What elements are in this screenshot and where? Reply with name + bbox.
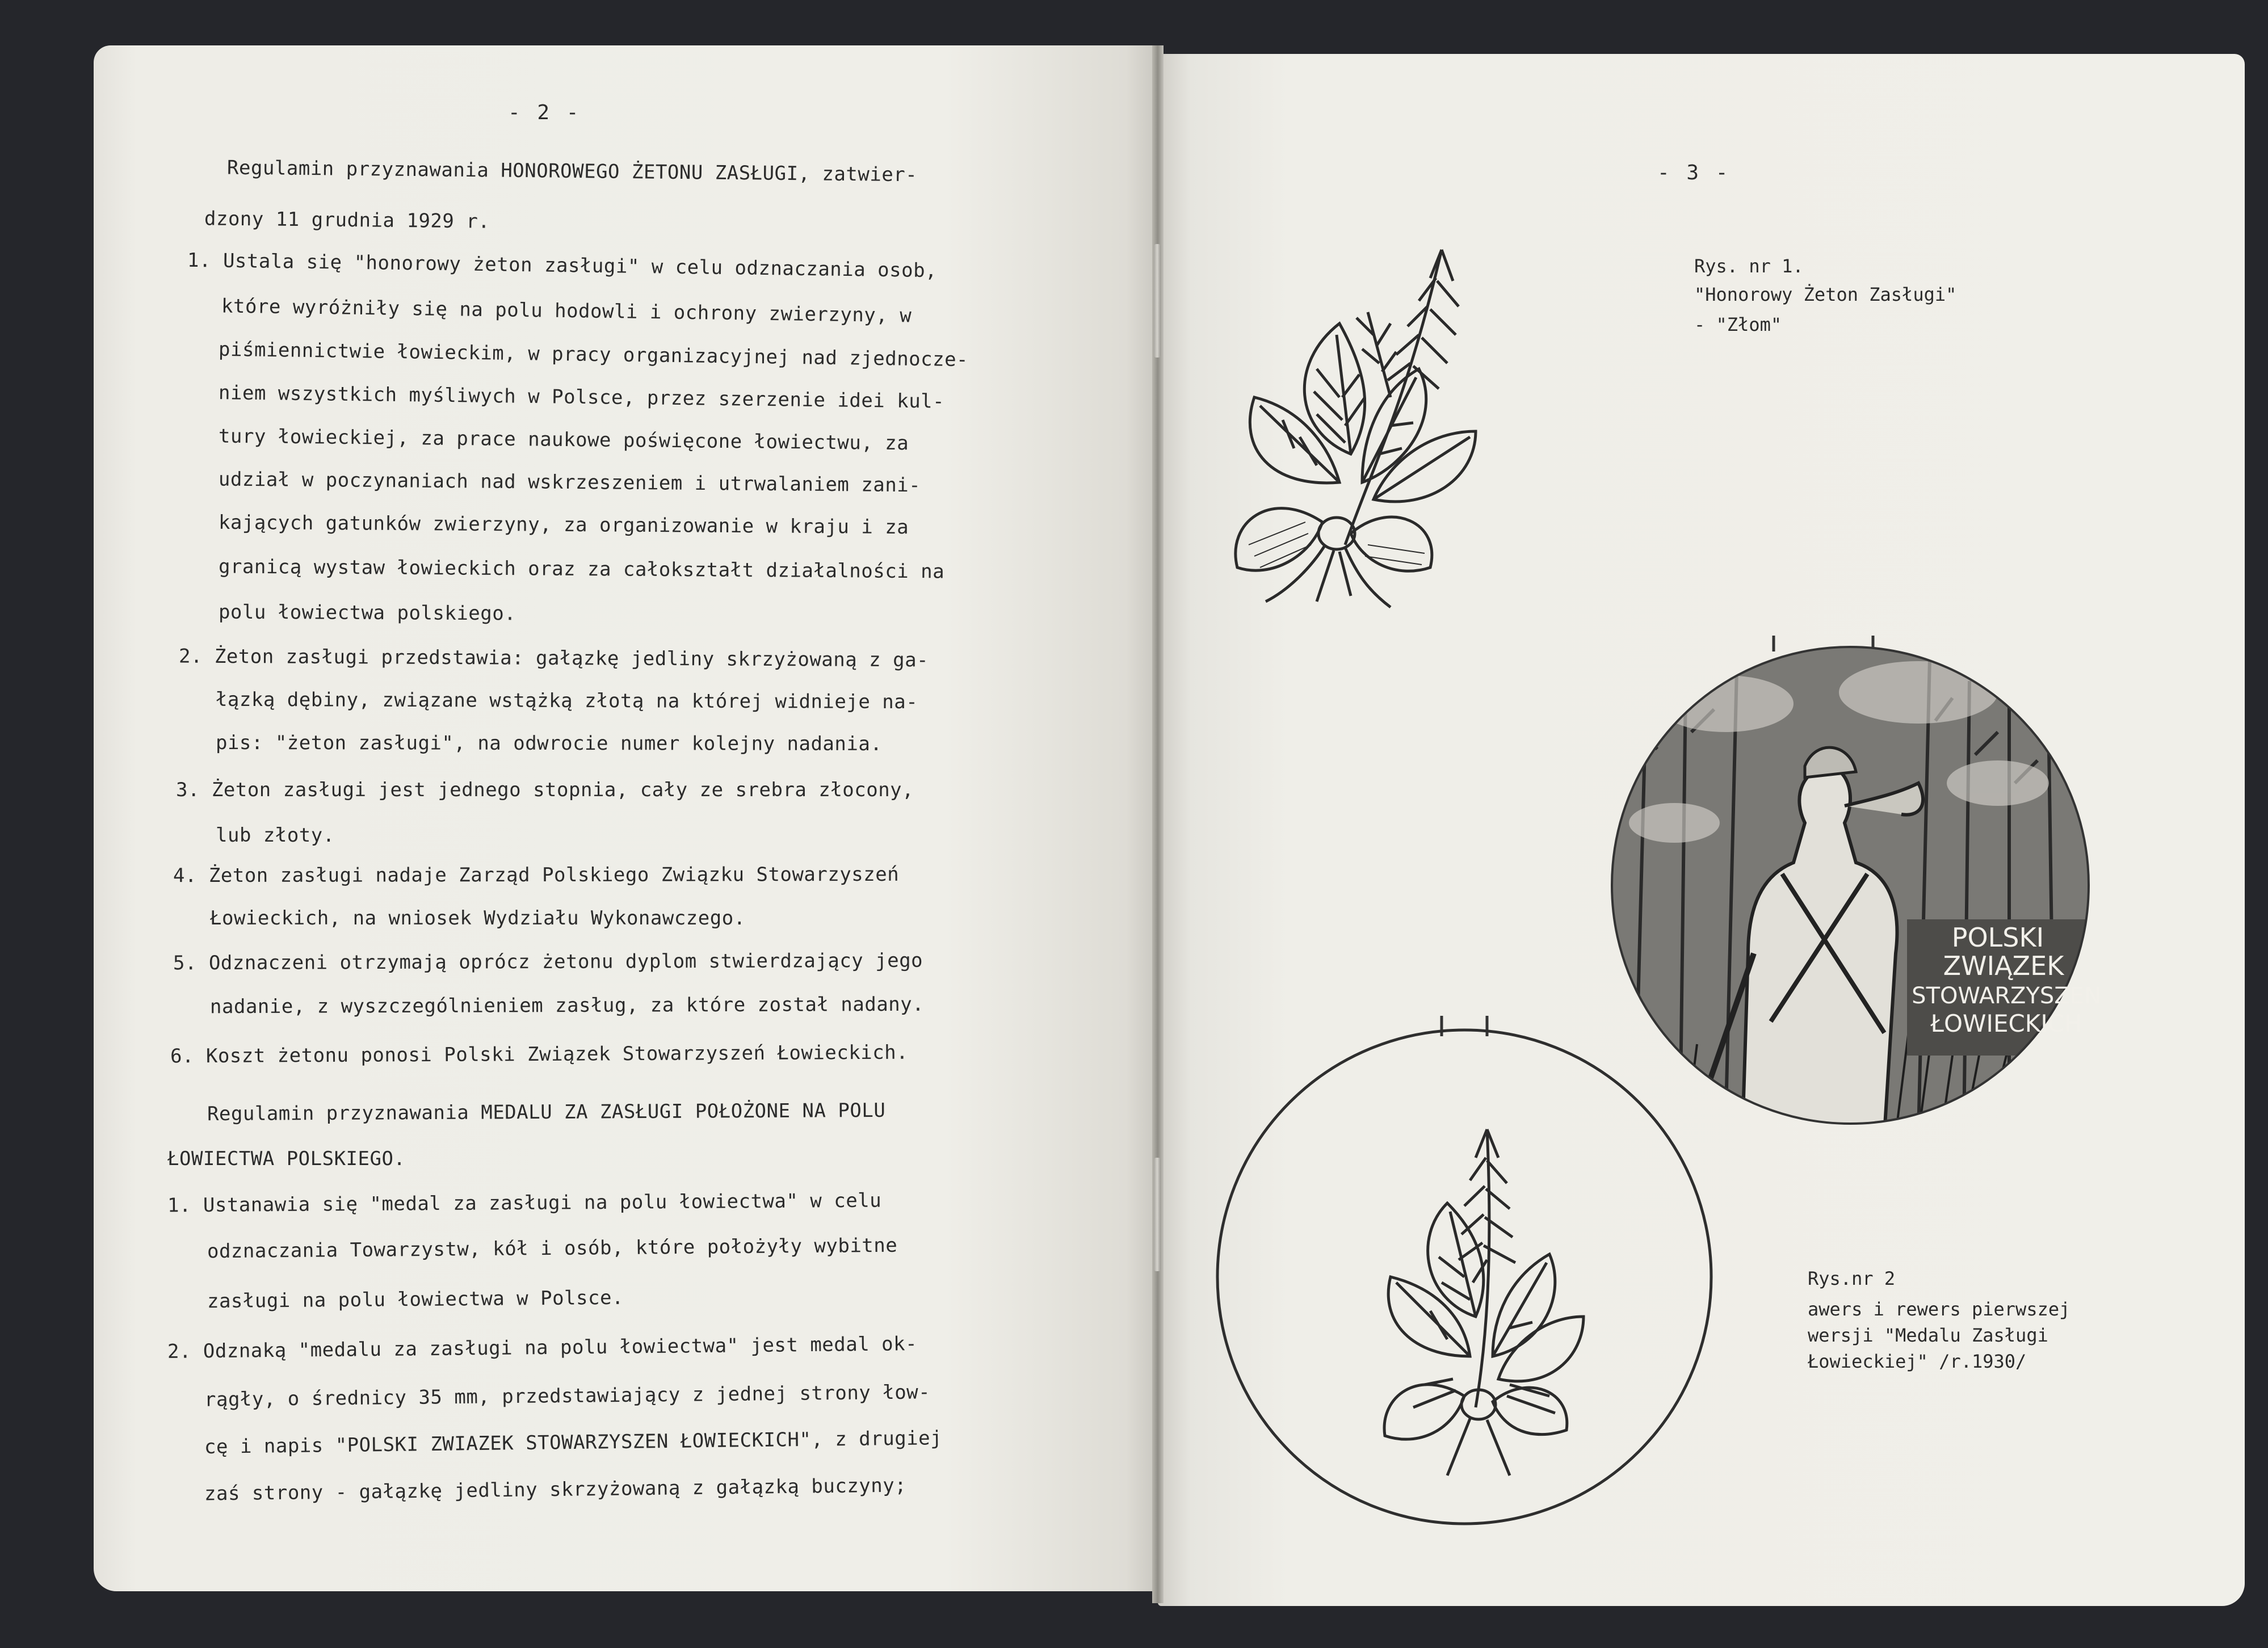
text-line: 4. Żeton zasługi nadaje Zarząd Polskiego Związku Stowarzyszeń	[173, 863, 900, 888]
text-line: Łowieckich, na wniosek Wydziału Wykonawczego.	[210, 907, 746, 930]
text-line: 1. Ustanawia się "medal za zasługi na polu łowiectwa" w celu	[167, 1189, 882, 1217]
medal-inscription-line: POLSKI	[1951, 922, 2044, 953]
text-line: nadanie, z wyszczególnieniem zasług, za które został nadany.	[209, 993, 925, 1019]
text-line: 1. Ustala się "honorowy żeton zasługi" w celu odznaczania osob,	[187, 249, 938, 283]
text-line: udział w poczynaniach nad wskrzeszeniem i utrwalaniem zani-	[218, 468, 921, 497]
text-line: 3. Żeton zasługi jest jednego stopnia, cały ze srebra złocony,	[176, 779, 914, 801]
text-line: dzony 11 grudnia 1929 r.	[204, 207, 490, 233]
figure-2-caption-title: Rys.nr 2	[1808, 1268, 1896, 1289]
page-number-right: - 3 -	[1657, 161, 1731, 184]
staple-top	[1154, 244, 1161, 358]
text-line: 6. Koszt żetonu ponosi Polski Związek Stowarzyszeń Łowieckich.	[170, 1041, 909, 1068]
text-line: Regulamin przyznawania MEDALU ZA ZASŁUGI POŁOŻONE NA POLU	[207, 1099, 886, 1126]
medal-inscription-line: ZWIĄZEK	[1943, 951, 2064, 981]
medal-reverse-illustration	[1209, 1016, 1720, 1527]
text-line: zaś strony - gałązkę jedliny skrzyżowaną z gałązką buczyny;	[204, 1474, 907, 1506]
text-line: łązką dębiny, związane wstążką złotą na której widnieje na-	[215, 688, 918, 714]
figure-1-caption-name: "Honorowy Żeton Zasługi"	[1694, 284, 1957, 305]
text-line: cę i napis "POLSKI ZWIAZEK STOWARZYSZEN ŁOWIECKICH", z drugiej	[204, 1427, 943, 1458]
honorary-token-illustration	[1203, 227, 1498, 613]
text-line: piśmiennictwie łowieckim, w pracy organizacyjnej nad zjednocze-	[218, 338, 969, 372]
text-line: lub złoty.	[216, 824, 335, 847]
text-line: 2. Odznaką "medalu za zasługi na polu łowiectwa" jest medal ok-	[167, 1332, 918, 1363]
text-line: pis: "żeton zasługi", na odwrocie numer kolejny nadania.	[215, 731, 883, 756]
text-line: rągły, o średnicy 35 mm, przedstawiający z jednej strony łow-	[204, 1381, 931, 1411]
text-line: niem wszystkich myśliwych w Polsce, przez szerzenie idei kul-	[218, 381, 945, 413]
text-line: które wyróżniły się na polu hodowli i ochrony zwierzyny, w	[221, 295, 912, 327]
text-line: kających gatunków zwierzyny, za organizowanie w kraju i za	[218, 511, 909, 539]
figure-2-caption-line: Łowieckiej" /r.1930/	[1808, 1351, 2027, 1372]
text-line: Regulamin przyznawania HONOROWEGO ŻETONU ZASŁUGI, zatwier-	[226, 156, 918, 187]
text-line: odznaczania Towarzystw, kół i osób, które położyły wybitne	[207, 1234, 898, 1263]
medal-inscription-line: ŁOWIECKICH	[1930, 1010, 2082, 1037]
staple-bottom	[1154, 1158, 1161, 1271]
text-line: polu łowiectwa polskiego.	[218, 600, 516, 625]
text-line: 5. Odznaczeni otrzymają oprócz żetonu dyplom stwierdzający jego	[173, 949, 923, 975]
text-line: granicą wystaw łowieckich oraz za całokształt działalności na	[218, 555, 945, 583]
figure-2-caption-line: wersji "Medalu Zasługi	[1808, 1325, 2048, 1346]
text-line: tury łowieckiej, za prace naukowe poświęcone łowiectwu, za	[218, 424, 909, 455]
page-number-left: - 2 -	[508, 101, 581, 124]
figure-1-caption-subname: - "Złom"	[1694, 314, 1782, 335]
figure-1-caption-title: Rys. nr 1.	[1694, 255, 1804, 277]
text-line: ŁOWIECTWA POLSKIEGO.	[167, 1147, 406, 1170]
figure-2-caption-line: awers i rewers pierwszej	[1808, 1298, 2070, 1320]
text-line: zasługi na polu łowiectwa w Polsce.	[207, 1286, 624, 1313]
medal-inscription-line: STOWARZYSZEN	[1912, 983, 2101, 1009]
text-line: 2. Żeton zasługi przedstawia: gałązkę jedliny skrzyżowaną z ga-	[178, 645, 929, 672]
